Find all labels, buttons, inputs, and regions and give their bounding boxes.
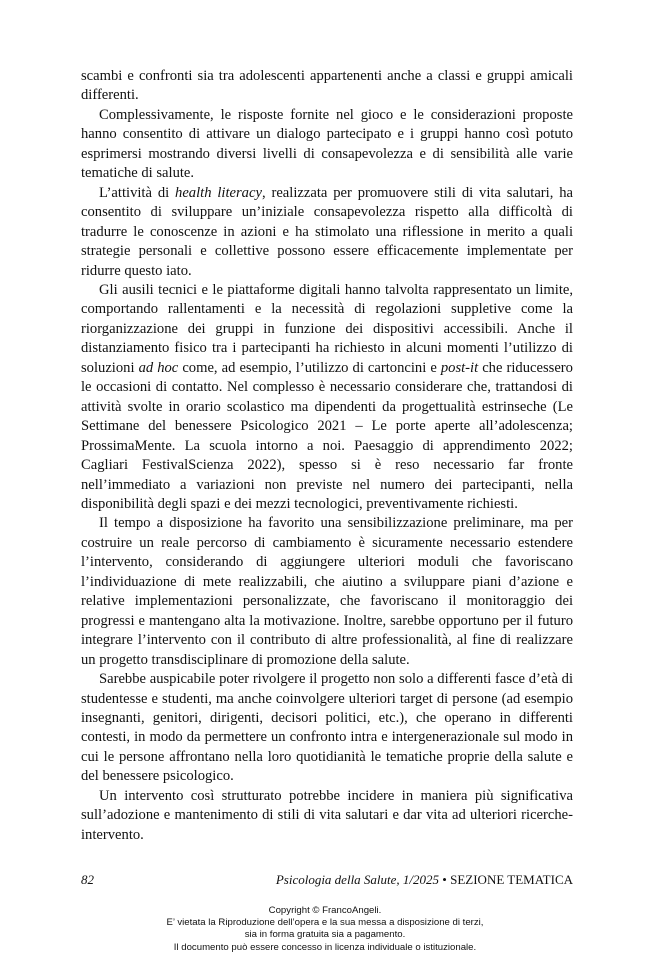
paragraph: [81, 281, 573, 514]
text-run: Il tempo a disposizione ha favorito una sensibilizzazione preliminare, ma per costruire un reale percorso di cambiamento è sicuramente necessario estendere l’intervento, considerando di aggiungere ulteriori moduli che favoriscano l’individuazione di mete realizzabili, che aiutino a sviluppare piani d’azione e relative implementazioni personalizzate, che favoriscano il monitoraggio dei progressi e mantengano alta la motivazione. Inoltre, sarebbe opportuno per il futuro integrare l’intervento con il contributo di altre professionalità, al fine di realizzare un progetto transdisciplinare di promozione della salute.: [81, 515, 573, 668]
text-run: scambi e confronti sia tra adolescenti appartenenti anche a classi e gruppi amicali differenti.: [81, 68, 573, 104]
paragraph: [81, 514, 573, 670]
text-run: Sarebbe auspicabile poter rivolgere il progetto non solo a differenti fasce d’età di studentesse e studenti, ma anche coinvolgere ulteriori target di persone (ad esempio insegnanti, genitori, dirigenti, decisori politici, etc.), che operano in differenti contesti, in modo da permettere un confronto intra e intergenerazionale sul modo in cui le persone affrontano nella loro quotidianità le tematiche proprie della salute e del benessere psicologico.: [81, 671, 573, 785]
paragraph: [81, 787, 573, 845]
running-footer: [276, 872, 573, 888]
text-run: Complessivamente, le risposte fornite nel gioco e le considerazioni proposte hanno consentito di attivare un dialogo partecipato e i gruppi hanno così potuto esprimersi mostrando diversi livelli di consapevolezza e di sensibilità alle varie tematiche di salute.: [81, 106, 573, 182]
text-run: che riducessero le occasioni di contatto. Nel complesso è necessario considerare che, trattandosi di attività svolte in orario scolastico ma dipendenti da progettualità estrinseche (Le Settimane del benessere Psicologico 2021 – Le porte aperte all’adolescenza; ProssimaMente. La scuola intorno a noi. Paesaggio di apprendimento 2022; Cagliari FestivalScienza 2022), spesso si è reso necessario far fronte nell’immediato a variazioni non previste nel numero dei partecipanti, nella disponibilità degli spazi e dei mezzi tecnologici, preventivamente richiesti.: [81, 359, 573, 512]
copyright-line: Il documento può essere concesso in licenza individuale o istituzionale.: [173, 941, 477, 953]
copyright-line: Copyright © FrancoAngeli.: [268, 905, 382, 916]
italic-text: health literacy: [175, 184, 262, 201]
journal-title: Psicologia della Salute, 1/2025: [275, 872, 440, 887]
copyright-notice: [0, 905, 650, 954]
italic-text: ad hoc: [138, 359, 179, 376]
section-title: SEZIONE TEMATICA: [450, 872, 573, 887]
text-run: Un intervento così strutturato potrebbe incidere in maniera più significativa sull’adozione e mantenimento di stili di vita salutari e dar vita ad ulteriori ricerche-intervento.: [81, 787, 573, 843]
footer-separator: •: [439, 872, 451, 887]
page-number: 82: [81, 872, 94, 887]
text-run: , realizzata per promuovere stili di vita salutari, ha consentito di sviluppare un’iniziale consapevolezza rispetto alla difficoltà di tradurre le conoscenze in azioni e ha stimolato una riflessione in merito a quali strategie personali e collettive possono essere efficacemente implementate per ridurre questo iato.: [81, 184, 574, 279]
text-run: come, ad esempio, l’utilizzo di cartoncini e: [178, 359, 441, 376]
paragraph: [81, 67, 573, 106]
copyright-line: sia in forma gratuita sia a pagamento.: [244, 929, 406, 941]
paragraph: [81, 670, 573, 787]
paragraph: [81, 184, 573, 281]
paragraph: [81, 106, 573, 184]
copyright-line: E’ vietata la Riproduzione dell’opera e la sua messa a disposizione di terzi,: [166, 917, 484, 929]
body-text: [81, 67, 573, 845]
text-run: Gli ausili tecnici e le piattaforme digitali hanno talvolta rappresentato un limite, comportando rallentamenti e la necessità di regolazioni suppletive come la riorganizzazione dei gruppi in funzione dei dispositivi accessibili. Anche il distanziamento fisico tra i partecipanti ha richiesto in alcuni momenti l’utilizzo di soluzioni: [81, 281, 573, 376]
text-run: L’attività di: [99, 184, 176, 201]
italic-text: post-it: [440, 359, 479, 376]
